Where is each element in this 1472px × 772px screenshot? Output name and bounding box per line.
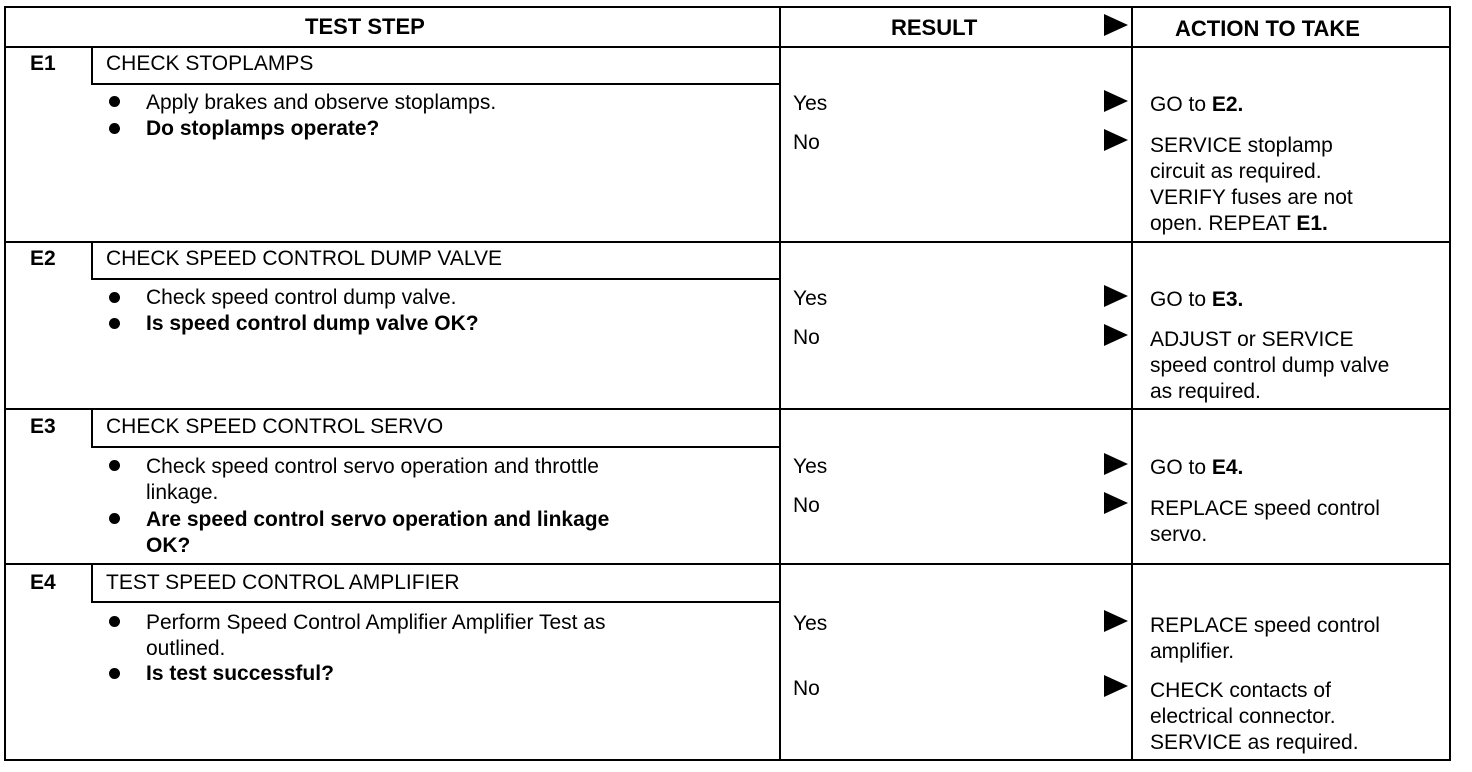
step-id: E3 bbox=[30, 415, 56, 438]
row-divider bbox=[4, 408, 1451, 410]
action-no: CHECK contacts of electrical connector. SERVICE as required. bbox=[1150, 679, 1359, 754]
step-title: CHECK SPEED CONTROL DUMP VALVE bbox=[106, 247, 502, 270]
step-title-divider bbox=[93, 278, 781, 280]
step-instruction: Check speed control dump valve. bbox=[146, 286, 457, 309]
table-border-left bbox=[4, 6, 6, 761]
table-border-right bbox=[1449, 6, 1451, 761]
step-question: Do stoplamps operate? bbox=[146, 117, 380, 140]
bullet-icon bbox=[109, 668, 120, 679]
header-action: ACTION TO TAKE bbox=[1175, 16, 1360, 41]
result-no: No bbox=[793, 131, 820, 154]
step-title: CHECK STOPLAMPS bbox=[106, 52, 314, 75]
arrow-icon bbox=[1104, 285, 1128, 307]
arrow-icon bbox=[1104, 492, 1128, 514]
arrow-icon bbox=[1104, 453, 1128, 475]
bullet-icon bbox=[109, 123, 120, 134]
id-divider bbox=[91, 408, 93, 448]
table-border-top bbox=[4, 6, 1451, 8]
bullet-icon bbox=[109, 96, 120, 107]
action-no: SERVICE stoplamp circuit as required. VERIFY fuses are not open. REPEAT E1. bbox=[1150, 134, 1353, 235]
step-title-divider bbox=[93, 446, 781, 448]
result-yes: Yes bbox=[793, 455, 828, 478]
step-instruction: Perform Speed Control Amplifier Amplifier Test as bbox=[146, 611, 606, 634]
step-title-divider bbox=[93, 83, 781, 85]
bullet-icon bbox=[109, 616, 120, 627]
action-yes: GO to E4. bbox=[1150, 456, 1244, 479]
arrow-icon bbox=[1104, 129, 1128, 151]
step-title: TEST SPEED CONTROL AMPLIFIER bbox=[106, 571, 460, 594]
arrow-icon bbox=[1104, 675, 1128, 697]
step-id: E4 bbox=[30, 571, 56, 594]
result-no: No bbox=[793, 494, 820, 517]
id-divider bbox=[91, 241, 93, 280]
step-instruction-cont: outlined. bbox=[146, 637, 226, 660]
step-question: Is speed control dump valve OK? bbox=[146, 312, 479, 335]
result-yes: Yes bbox=[793, 287, 828, 310]
step-id: E1 bbox=[30, 52, 56, 75]
result-yes: Yes bbox=[793, 92, 828, 115]
table-border-bottom bbox=[4, 759, 1451, 761]
step-instruction: Check speed control servo operation and throttle bbox=[146, 455, 599, 478]
action-no: REPLACE speed control servo. bbox=[1150, 497, 1380, 546]
step-question: Is test successful? bbox=[146, 662, 334, 685]
step-id: E2 bbox=[30, 247, 56, 270]
step-title: CHECK SPEED CONTROL SERVO bbox=[106, 415, 444, 438]
bullet-icon bbox=[109, 318, 120, 329]
action-yes: GO to E3. bbox=[1150, 288, 1244, 311]
step-question: Are speed control servo operation and linkage bbox=[146, 508, 610, 531]
bullet-icon bbox=[109, 513, 120, 524]
action-yes: GO to E2. bbox=[1150, 93, 1244, 116]
header-test-step: TEST STEP bbox=[305, 14, 425, 39]
arrow-icon bbox=[1104, 324, 1128, 346]
column-divider-action bbox=[1131, 6, 1133, 761]
step-instruction-cont: linkage. bbox=[146, 481, 219, 504]
bullet-icon bbox=[109, 292, 120, 303]
arrow-icon bbox=[1104, 14, 1128, 36]
action-yes: REPLACE speed control amplifier. bbox=[1150, 614, 1380, 663]
step-question-cont: OK? bbox=[146, 534, 191, 557]
arrow-icon bbox=[1104, 610, 1128, 632]
id-divider bbox=[91, 46, 93, 85]
header-divider bbox=[4, 46, 1451, 48]
result-yes: Yes bbox=[793, 612, 828, 635]
action-no: ADJUST or SERVICE speed control dump valve as required. bbox=[1150, 328, 1390, 403]
step-instruction: Apply brakes and observe stoplamps. bbox=[146, 91, 497, 114]
row-divider bbox=[4, 563, 1451, 565]
arrow-icon bbox=[1104, 90, 1128, 112]
header-result: RESULT bbox=[891, 15, 978, 40]
column-divider-result bbox=[779, 6, 781, 761]
step-title-divider bbox=[93, 601, 781, 603]
result-no: No bbox=[793, 677, 820, 700]
id-divider bbox=[91, 563, 93, 603]
result-no: No bbox=[793, 326, 820, 349]
bullet-icon bbox=[109, 460, 120, 471]
row-divider bbox=[4, 241, 1451, 243]
